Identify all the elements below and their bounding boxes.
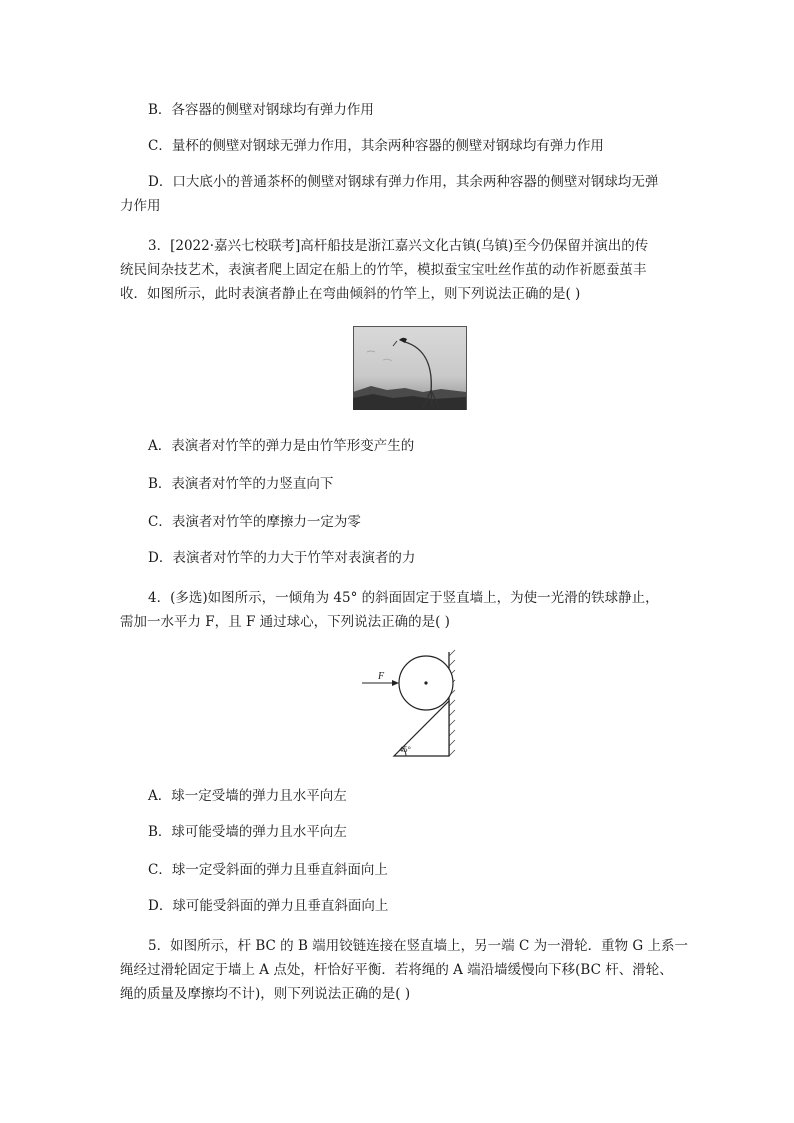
q2-option-b: B．各容器的侧壁对钢球均有弹力作用: [148, 102, 374, 118]
q4-option-d: D．球可能受斜面的弹力且垂直斜面向上: [148, 898, 389, 914]
q3-stem-line1: 3．[2022·嘉兴七校联考]高杆船技是浙江嘉兴文化古镇(乌镇)至今仍保留并演出的传: [148, 238, 649, 254]
q3-stem-line2: 统民间杂技艺术，表演者爬上固定在船上的竹竿，模拟蚕宝宝吐丝作茧的动作祈愿蚕茧丰: [120, 262, 647, 278]
q4-stem-line2: 需加一水平力 F，且 F 通过球心，下列说法正确的是( ): [120, 614, 450, 630]
q3-option-c: C．表演者对竹竿的摩擦力一定为零: [148, 514, 361, 530]
q4-force-label: F: [378, 671, 385, 682]
q4-option-b: B．球可能受墙的弹力且水平向左: [148, 824, 347, 840]
q5-stem-line1: 5．如图所示，杆 BC 的 B 端用铰链连接在竖直墙上，另一端 C 为一滑轮．重物 G 上系一: [148, 938, 688, 954]
q3-option-a: A．表演者对竹竿的弹力是由竹竿形变产生的: [148, 438, 415, 454]
q4-stem-line1: 4．(多选)如图所示，一倾角为 45° 的斜面固定于竖直墙上，为使一光滑的铁球静止，: [148, 590, 659, 606]
q2-option-d-line1: D．口大底小的普通茶杯的侧壁对钢球有弹力作用，其余两种容器的侧壁对钢球均无弹: [148, 174, 659, 190]
q2-option-d-line2: 力作用: [120, 198, 161, 214]
q5-stem-line2: 绳经过滑轮固定于墙上 A 点处，杆恰好平衡．若将绳的 A 端沿墙缓慢向下移(BC 杆、滑轮、: [120, 962, 673, 978]
q3-stem-line3: 收．如图所示，此时表演者静止在弯曲倾斜的竹竿上，则下列说法正确的是( ): [120, 286, 581, 302]
q5-stem-line3: 绳的质量及摩擦均不计)，则下列说法正确的是( ): [120, 986, 411, 1002]
q3-option-b: B．表演者对竹竿的力竖直向下: [148, 476, 334, 492]
q3-photo-bamboo-pole: [353, 326, 467, 410]
q4-angle-label: 45°: [399, 744, 411, 754]
q4-figure-ball-incline: [356, 648, 466, 760]
q3-option-d: D．表演者对竹竿的力大于竹竿对表演者的力: [148, 550, 416, 566]
q4-option-a: A．球一定受墙的弹力且水平向左: [148, 788, 347, 804]
q2-option-c: C．量杯的侧壁对钢球无弹力作用，其余两种容器的侧壁对钢球均有弹力作用: [148, 138, 604, 154]
q4-option-c: C．球一定受斜面的弹力且垂直斜面向上: [148, 862, 388, 878]
